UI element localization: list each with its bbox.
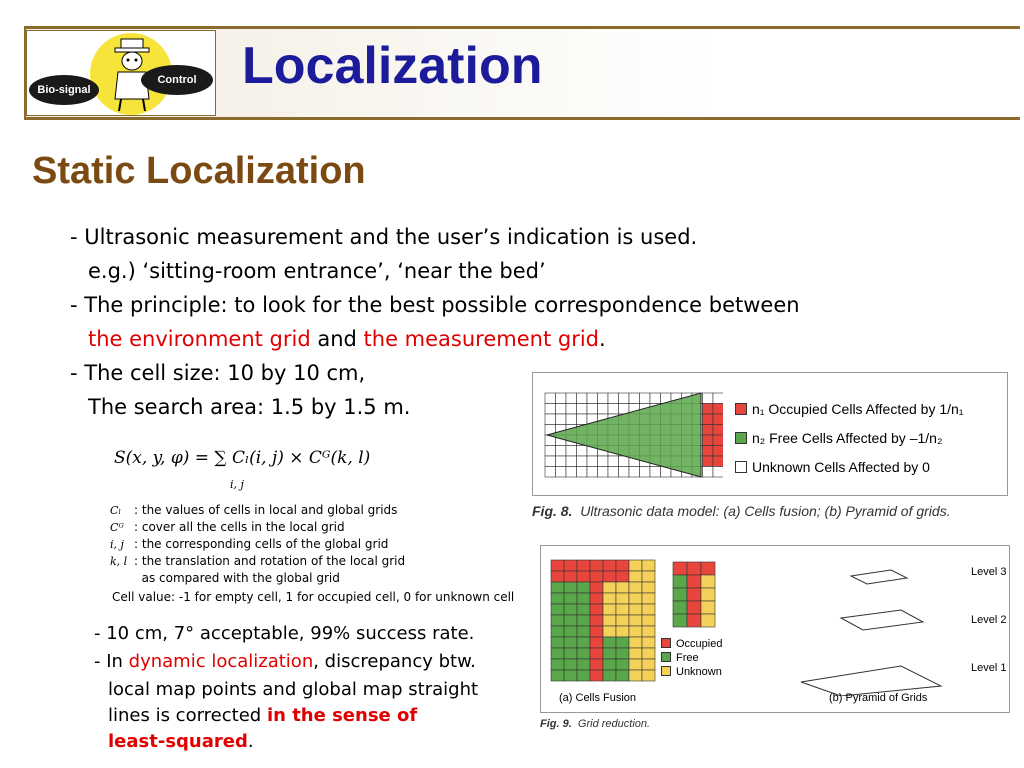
grid-cell (608, 404, 619, 415)
grid-cell (551, 615, 564, 626)
fig9-sub-a: (a) Cells Fusion (559, 692, 637, 704)
grid-cell (577, 593, 590, 604)
grid-cell (566, 456, 577, 467)
grid-cell (587, 404, 598, 415)
grid-cell (598, 404, 609, 415)
grid-cell (577, 456, 588, 467)
result-line-1: - 10 cm, 7° acceptable, 99% success rate. (94, 623, 475, 644)
grid-cell (545, 456, 556, 467)
grid-cell (703, 456, 714, 467)
grid-cell (566, 446, 577, 457)
grid-cell (551, 582, 564, 593)
grid-cell (564, 571, 577, 582)
measurement-grid-text: the measurement grid (363, 327, 599, 351)
grid-cell (564, 560, 577, 571)
grid-cell (703, 435, 714, 446)
grid-cell (603, 637, 616, 648)
grid-cell (608, 467, 619, 478)
grid-cell (577, 648, 590, 659)
grid-cell (642, 615, 655, 626)
grid-cell (564, 648, 577, 659)
grid-cell (577, 582, 590, 593)
grid-cell (701, 614, 715, 627)
grid-cell (642, 670, 655, 681)
body-line-1: - Ultrasonic measurement and the user’s indication is used. (70, 225, 698, 249)
grid-cell (642, 648, 655, 659)
grid-cell (564, 670, 577, 681)
grid-cell (590, 593, 603, 604)
grid-cell (673, 562, 687, 575)
grid-cell (587, 456, 598, 467)
grid-cell (619, 467, 630, 478)
grid-cell (551, 659, 564, 670)
grid-cell (564, 582, 577, 593)
grid-cell (590, 648, 603, 659)
grid-cell (619, 456, 630, 467)
grid-cell (598, 456, 609, 467)
definition-item: k, l : the translation and rotation of the local grid (110, 554, 406, 568)
grid-cell (577, 446, 588, 457)
grid-cell (590, 659, 603, 670)
environment-grid-text: the environment grid (88, 327, 311, 351)
grid-cell (616, 670, 629, 681)
grid-cell (587, 393, 598, 404)
grid-cell (616, 648, 629, 659)
grid-cell (640, 467, 651, 478)
grid-cell (642, 560, 655, 571)
page-title: Localization (242, 37, 543, 95)
grid-cell (577, 659, 590, 670)
grid-cell (603, 593, 616, 604)
grid-cell (551, 648, 564, 659)
grid-cell (556, 456, 567, 467)
grid-cell (629, 659, 642, 670)
definition-item: i, j : the corresponding cells of the global grid (110, 537, 389, 551)
grid-cell (616, 604, 629, 615)
body-line-2: e.g.) ‘sitting-room entrance’, ‘near the bed’ (88, 259, 546, 283)
grid-cell (577, 637, 590, 648)
grid-cell (713, 456, 723, 467)
result-line-4: lines is corrected in the sense of (108, 705, 418, 726)
fig8-panel (532, 372, 1008, 496)
grid-cell (687, 601, 701, 614)
grid-cell (556, 414, 567, 425)
fig8-legend-occupied: n₁ Occupied Cells Affected by 1/n₁ (735, 401, 964, 417)
logo (26, 30, 216, 116)
grid-cell (629, 593, 642, 604)
grid-cell (577, 467, 588, 478)
grid-cell (673, 588, 687, 601)
grid-cell (551, 626, 564, 637)
grid-cell (713, 446, 723, 457)
grid-cell (616, 659, 629, 670)
grid-cell (629, 670, 642, 681)
grid-cell (713, 404, 723, 415)
fig9-pyramid (791, 556, 961, 696)
grid-cell (619, 393, 630, 404)
fig9-level-3: Level 3 (971, 566, 1007, 578)
grid-cell (608, 456, 619, 467)
grid-cell (545, 404, 556, 415)
grid-cell (603, 582, 616, 593)
grid-cell (564, 604, 577, 615)
grid-cell (566, 467, 577, 478)
fig9-caption: Fig. 9. Grid reduction. (540, 718, 651, 730)
grid-cell (642, 637, 655, 648)
grid-cell (673, 601, 687, 614)
fig8-grid (541, 387, 723, 483)
grid-cell (545, 446, 556, 457)
grid-cell (642, 582, 655, 593)
grid-cell (556, 446, 567, 457)
cell-value-note: Cell value: -1 for empty cell, 1 for occupied cell, 0 for unknown cell (112, 590, 515, 604)
grid-cell (603, 659, 616, 670)
grid-cell (687, 575, 701, 588)
grid-cell (545, 393, 556, 404)
logo-right-label: Control (141, 65, 213, 95)
grid-cell (629, 560, 642, 571)
body-line-3: - The principle: to look for the best possible correspondence between (70, 293, 800, 317)
section-title: Static Localization (32, 150, 366, 192)
grid-cell (713, 467, 723, 478)
grid-cell (703, 446, 714, 457)
result-line-2: - In dynamic localization, discrepancy btw. (94, 651, 476, 672)
grid-cell (577, 414, 588, 425)
least-squares-text: in the sense of (266, 705, 418, 726)
formula-subscript: i, j (230, 478, 244, 491)
grid-cell (590, 560, 603, 571)
grid-cell (590, 670, 603, 681)
grid-cell (703, 425, 714, 436)
fig9-legend-free: Free (661, 652, 699, 664)
fig9-level-1: Level 1 (971, 662, 1007, 674)
grid-cell (590, 615, 603, 626)
fig9-level-2: Level 2 (971, 614, 1007, 626)
grid-cell (629, 604, 642, 615)
grid-cell (590, 626, 603, 637)
grid-cell (642, 604, 655, 615)
grid-cell (603, 571, 616, 582)
grid-cell (616, 560, 629, 571)
dynamic-localization-text: dynamic localization (128, 651, 314, 672)
grid-cell (577, 626, 590, 637)
grid-cell (603, 648, 616, 659)
grid-cell (687, 588, 701, 601)
grid-cell (564, 593, 577, 604)
grid-cell (616, 637, 629, 648)
grid-cell (642, 626, 655, 637)
grid-cell (629, 467, 640, 478)
grid-cell (629, 582, 642, 593)
grid-cell (616, 593, 629, 604)
grid-cell (577, 560, 590, 571)
grid-cell (703, 414, 714, 425)
fig9-small-grid (671, 560, 721, 630)
grid-cell (629, 393, 640, 404)
body-line-5: - The cell size: 10 by 10 cm, (70, 361, 366, 385)
fig8-legend-unknown: Unknown Cells Affected by 0 (735, 459, 930, 475)
grid-cell (650, 393, 661, 404)
body-line-6: The search area: 1.5 by 1.5 m. (88, 395, 411, 419)
grid-cell (701, 575, 715, 588)
formula (114, 448, 424, 498)
grid-cell (642, 571, 655, 582)
grid-cell (566, 414, 577, 425)
grid-cell (616, 615, 629, 626)
grid-cell (629, 615, 642, 626)
definition-item: Cᴳ : cover all the cells in the local grid (110, 520, 345, 534)
grid-cell (703, 467, 714, 478)
grid-cell (564, 659, 577, 670)
grid-cell (616, 582, 629, 593)
grid-cell (650, 467, 661, 478)
grid-cell (551, 571, 564, 582)
grid-cell (619, 404, 630, 415)
grid-cell (564, 626, 577, 637)
grid-cell (577, 571, 590, 582)
grid-cell (713, 435, 723, 446)
grid-cell (616, 626, 629, 637)
period-text: . (599, 327, 606, 351)
grid-cell (642, 593, 655, 604)
fig9-legend-occupied: Occupied (661, 638, 722, 650)
fig9-legend-unknown: Unknown (661, 666, 722, 678)
logo-left-label: Bio-signal (29, 75, 99, 105)
grid-cell (590, 582, 603, 593)
grid-cell (577, 604, 590, 615)
grid-cell (603, 626, 616, 637)
grid-cell (701, 562, 715, 575)
grid-cell (629, 648, 642, 659)
grid-cell (608, 393, 619, 404)
formula-main: S(x, y, φ) = ∑ Cₗ(i, j) × Cᴳ(k, l) (114, 448, 371, 468)
grid-cell (629, 571, 642, 582)
grid-cell (603, 615, 616, 626)
grid-cell (616, 571, 629, 582)
grid-cell (603, 560, 616, 571)
grid-cell (590, 571, 603, 582)
grid-cell (687, 614, 701, 627)
definition-item: Cₗ : the values of cells in local and global grids (110, 503, 398, 517)
grid-cell (564, 637, 577, 648)
grid-cell (587, 467, 598, 478)
grid-cell (551, 670, 564, 681)
grid-cell (556, 404, 567, 415)
grid-cell (577, 615, 590, 626)
grid-cell (545, 414, 556, 425)
grid-cell (590, 604, 603, 615)
and-text: and (310, 327, 364, 351)
grid-cell (598, 393, 609, 404)
grid-cell (551, 593, 564, 604)
grid-cell (577, 670, 590, 681)
grid-cell (577, 404, 588, 415)
grid-cell (598, 467, 609, 478)
grid-cell (642, 659, 655, 670)
fig9-sub-b: (b) Pyramid of Grids (829, 692, 928, 704)
grid-cell (629, 626, 642, 637)
grid-cell (566, 404, 577, 415)
fig9-panel (540, 545, 1010, 713)
grid-cell (551, 637, 564, 648)
grid-cell (603, 670, 616, 681)
grid-cell (713, 414, 723, 425)
result-line-3: local map points and global map straight (108, 679, 479, 700)
grid-cell (713, 425, 723, 436)
grid-cell (713, 393, 723, 404)
fig8-caption: Fig. 8. Ultrasonic data model: (a) Cells fusion; (b) Pyramid of grids. (532, 503, 951, 519)
grid-cell (556, 393, 567, 404)
grid-cell (687, 562, 701, 575)
grid-cell (577, 393, 588, 404)
grid-cell (640, 393, 651, 404)
grid-cell (551, 604, 564, 615)
grid-cell (551, 560, 564, 571)
grid-cell (556, 467, 567, 478)
grid-cell (673, 575, 687, 588)
grid-cell (703, 404, 714, 415)
grid-cell (603, 604, 616, 615)
grid-cell (701, 588, 715, 601)
grid-cell (703, 393, 714, 404)
grid-cell (590, 637, 603, 648)
body-line-4 (88, 322, 606, 356)
grid-cell (564, 615, 577, 626)
grid-cell (629, 637, 642, 648)
fig8-legend-free: n₂ Free Cells Affected by –1/n₂ (735, 430, 942, 446)
grid-cell (545, 467, 556, 478)
result-line-5: least-squared. (108, 731, 254, 752)
grid-cell (673, 614, 687, 627)
grid-cell (701, 601, 715, 614)
definition-item: as compared with the global grid (134, 571, 340, 585)
grid-cell (566, 393, 577, 404)
